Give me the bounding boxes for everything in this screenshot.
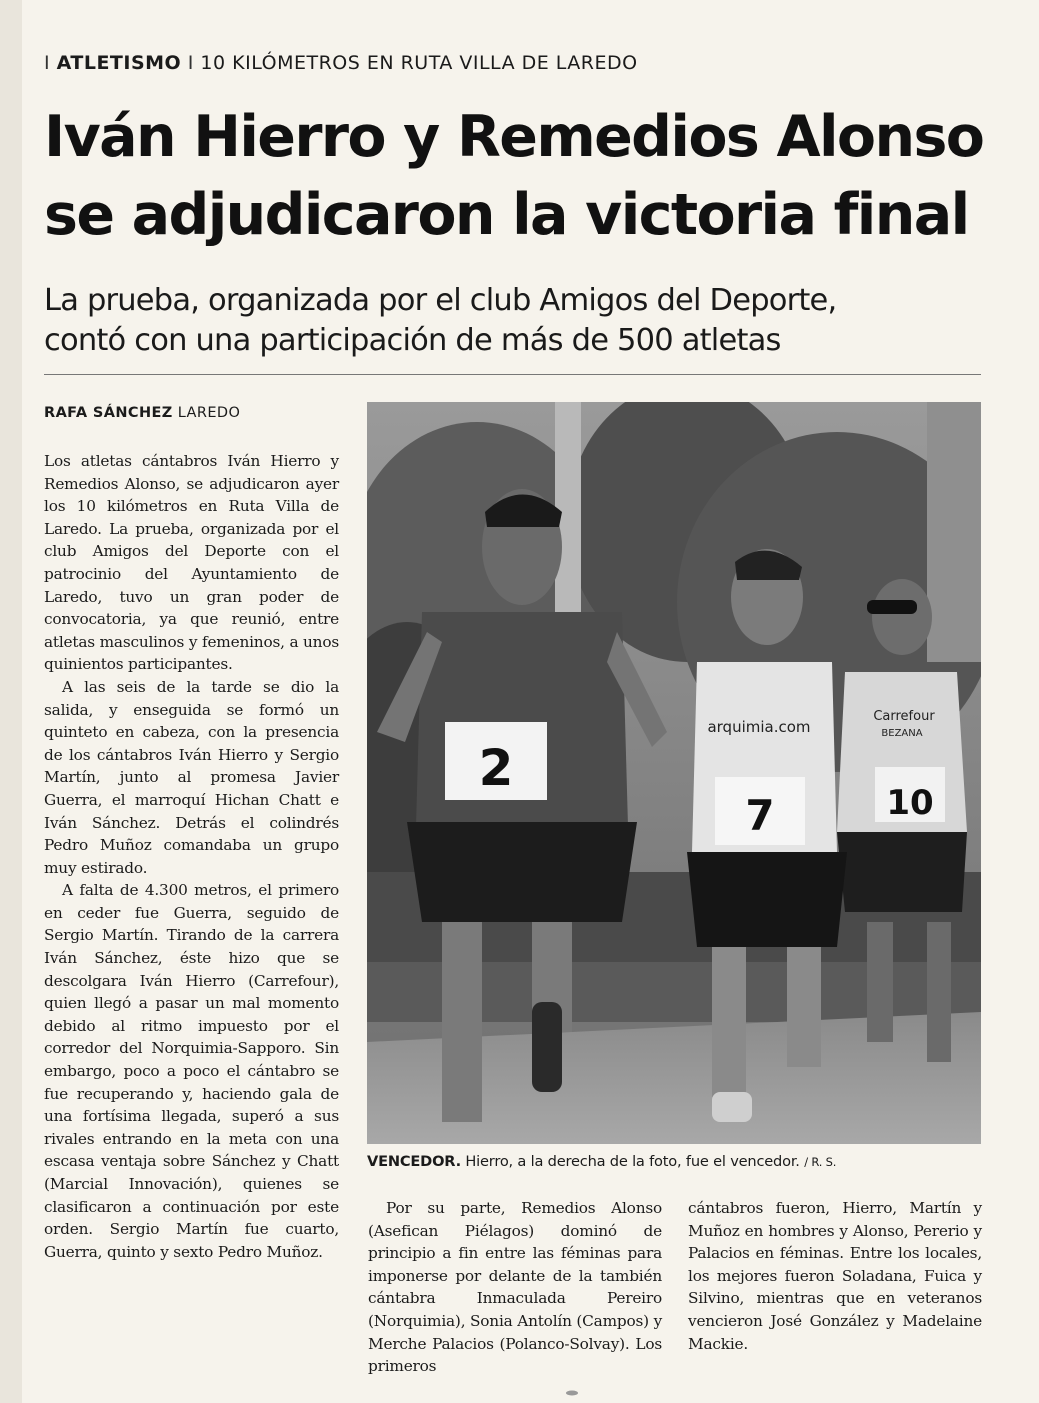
section-label: ATLETISMO: [56, 52, 182, 74]
caption-credit: / R. S.: [804, 1155, 837, 1169]
runners-photo-illustration: [367, 402, 981, 1144]
article-paragraph: Los atletas cántabros Iván Hierro y Remedios Alonso, se adjudicaron ayer los 10 kilómetros en Ruta Villa de Laredo. La prueba, organizada por el club Amigos del Deporte con el patrocinio del Ayuntamiento de Laredo, tuvo un gran poder de convocatoria, ya que reunió, entre atletas masculinos y femeninos, a unos quinientos participantes.: [44, 452, 339, 674]
headline: [44, 98, 1004, 254]
section-kicker: [44, 52, 944, 74]
shirt-sponsor: Carrefour: [873, 709, 935, 724]
bib-number: 7: [745, 791, 775, 840]
race-photo: [367, 402, 981, 1144]
bib-number: 10: [886, 783, 934, 823]
article-paragraph: A falta de 4.300 metros, el primero en ceder fue Guerra, seguido de Sergio Martín. Tirando de la carrera Iván Sánchez, éste hizo que se descolgara Iván Hierro (Carrefour), quien llegó a pasar un mal momento debido al ritmo impuesto por el corredor del Norquimia-Sapporo. Sin embargo, poco a poco el cántabro se fue recuperando y, haciendo gala de una fortísima llegada, superó a sus rivales entrando en la meta con una escasa ventaja sobre Sánchez y Chatt (Marcial Innovación), quienes se clasificaron a continuación por este orden. Sergio Martín fue cuarto, Guerra, quinto y sexto Pedro Muñoz.: [44, 881, 339, 1261]
article-column-2: [368, 1197, 662, 1378]
article-paragraph: A las seis de la tarde se dio la salida, y enseguida se formó un quinteto en cabeza, con la presencia de los cántabros Iván Hierro y Sergio Martín, junto al promesa Javier Guerra, el marroquí Hichan Chatt e Iván Sánchez. Detrás el colindrés Pedro Muñoz comandaba un grupo muy estirado.: [44, 677, 339, 877]
headline-line-2: se adjudicaron la victoria final: [44, 182, 969, 248]
byline-author: RAFA SÁNCHEZ: [44, 405, 173, 421]
headline-line-1: Iván Hierro y Remedios Alonso: [44, 104, 984, 170]
subheadline-line-1: La prueba, organizada por el club Amigos del Deporte,: [44, 283, 837, 318]
photo-caption: [367, 1153, 987, 1170]
article-paragraph: Por su parte, Remedios Alonso (Asefican Piélagos) dominó de principio a fin entre las féminas para imponerse por delante de la también cántabra Inmaculada Pereiro (Norquimia), Sonia Antolín (Campos) y Merche Palacios (Polanco-Solvay). Los primeros: [368, 1199, 663, 1376]
divider-rule: [44, 374, 981, 375]
page-mark-icon: [565, 1390, 579, 1396]
article-column-1: [44, 450, 339, 1263]
shirt-sponsor: arquimia.com: [707, 718, 811, 736]
shirt-sponsor: BEZANA: [881, 728, 923, 739]
kicker-divider: I: [44, 52, 51, 74]
bib-number: 2: [478, 739, 514, 797]
page-edge: [0, 0, 22, 1403]
subheadline-line-2: contó con una participación de más de 500 atletas: [44, 323, 781, 358]
event-label: 10 KILÓMETROS EN RUTA VILLA DE LAREDO: [200, 52, 638, 74]
byline: [44, 405, 364, 421]
article-paragraph: cántabros fueron, Hierro, Martín y Muñoz en hombres y Alonso, Pererio y Palacios en féminas. Entre los locales, los mejores fueron Soladana, Fuica y Silvino, mientras que en veteranos vencieron José González y Madelaine Mackie.: [688, 1199, 982, 1353]
caption-lead: VENCEDOR.: [367, 1153, 461, 1170]
article-column-3: [688, 1197, 982, 1355]
kicker-divider: I: [187, 52, 194, 74]
subheadline: [44, 281, 984, 361]
byline-location: LAREDO: [177, 405, 241, 421]
caption-text: Hierro, a la derecha de la foto, fue el vencedor.: [465, 1153, 800, 1170]
